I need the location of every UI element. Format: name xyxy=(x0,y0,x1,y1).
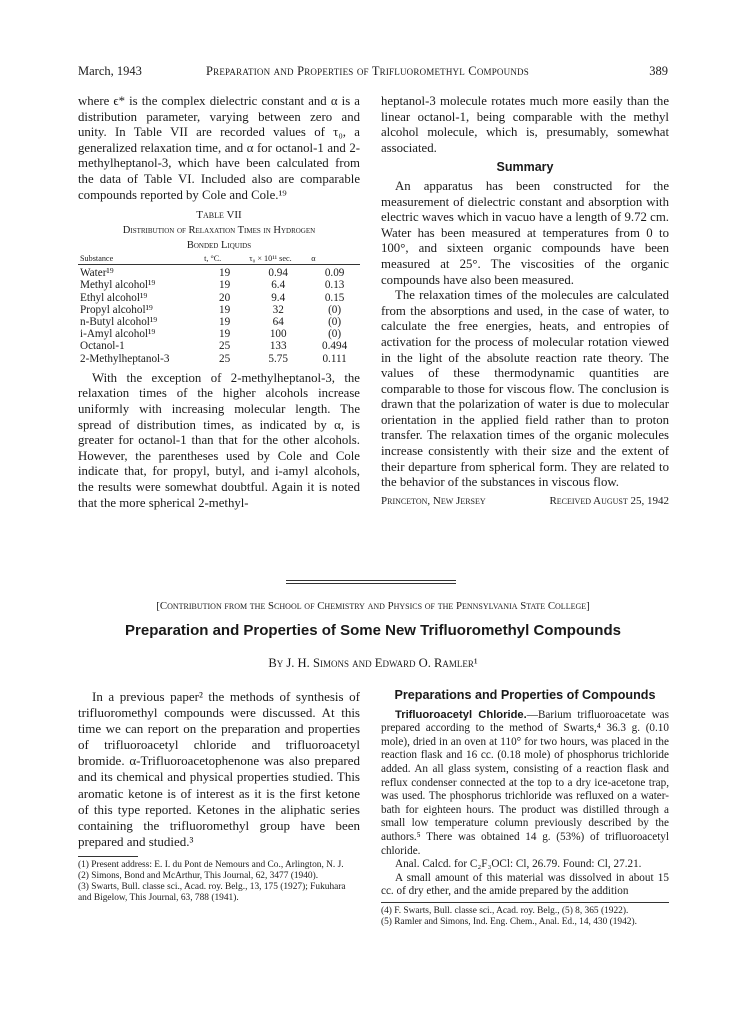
footnote: (3) Swarts, Bull. classe sci., Acad. roy. Belg., 13, 175 (1927); Fukuhara and Bigelow, This Journal, 63, 788 (1941). xyxy=(78,881,346,903)
footnote: (2) Simons, Bond and McArthur, This Journal, 62, 3477 (1940). xyxy=(78,870,319,881)
table-cell: 0.111 xyxy=(322,352,347,365)
table-cell: (0) xyxy=(328,315,342,328)
byline: By J. H. Simons and Edward O. Ramler¹ xyxy=(268,656,478,670)
table-cell: 0.94 xyxy=(268,267,288,280)
right-column xyxy=(381,94,669,509)
table-row xyxy=(78,340,360,352)
paragraph: With the exception of 2-methylheptanol-3, the relaxation times of the higher alcohols increase uniformly with increasing molecular length. The spread of distribution times, as indicated by α, is greater for octanol-1 than that for the other alcohols. However, the parentheses used by Cole and Cole indicate that, for propyl, butyl, and i-amyl alcohols, the results were somewhat doubtful. Again it is noted that the more spherical 2-methyl- xyxy=(78,370,360,510)
paragraph: In a previous paper² the methods of synthesis of trifluoromethyl compounds were discussed. At this time we can report on the preparation and properties of trifluoroacetyl chloride and trifluoroacetyl bromide. α-Trifluoroacetophenone was also prepared and its chemical and physical properties studied. This aromatic ketone is of interest as it is the first ketone of this type reported. Ketones in the aliphatic series containing the trifluoromethyl group have been prepared and studied.³ xyxy=(78,689,360,849)
footnote: (1) Present address: E. I. du Pont de Nemours and Co., Arlington, N. J. xyxy=(78,859,344,870)
summary-paragraph: An apparatus has been constructed for the measurement of dielectric constant and absorption with electric waves which in vacuo have a length of 9.72 cm. Water has been measured at temperatures from 0 to 100°, and sixteen organic compounds have been measured at 25°. The viscosities of the organic compounds have also been measured. xyxy=(381,178,669,287)
table-cell: 19 xyxy=(219,303,231,316)
table-cell: 19 xyxy=(219,279,231,292)
table-cell: Water¹⁹ xyxy=(80,267,114,280)
relaxation-times-table xyxy=(78,254,360,365)
received-date: Received August 25, 1942 xyxy=(549,494,669,507)
running-head-date: March, 1943 xyxy=(78,64,142,78)
column-header: t, °C. xyxy=(202,254,247,265)
paragraph: heptanol-3 molecule rotates much more easily than the linear octanol-1, being comparable with the methyl alcohol molecule, which is, presumably, somewhat associated. xyxy=(381,94,669,155)
table-cell: Propyl alcohol¹⁹ xyxy=(80,303,153,316)
column-header: α xyxy=(309,254,360,265)
table-cell: Methyl alcohol¹⁹ xyxy=(80,279,156,292)
table-cell: (0) xyxy=(328,303,342,316)
table-cell: Ethyl alcohol¹⁹ xyxy=(80,291,148,304)
table-cell: 19 xyxy=(219,315,231,328)
table-row xyxy=(78,353,360,365)
table-cell: 0.15 xyxy=(324,291,345,304)
column-header: Substance xyxy=(78,254,202,265)
summary-heading: Summary xyxy=(496,160,554,175)
article-left-column xyxy=(78,689,360,904)
summary-paragraph: The relaxation times of the molecules are calculated from the absorptions and used, in the case of water, to calculate the free energies, heats, and entropies of activation for the process of molecular rotation viewed in the light of the absolute reaction rate theory. The values of these thermodynamic quantities are comparable to those for viscous flow. The conclusion is drawn that the polarization of water is due to molecular orientation in the applied field rather than to proton transfer. The relaxation times of the organic molecules increase consistently with their size and the extent of their departure from spherical form. They are related to the behavior of the substances in viscous flow. xyxy=(381,288,669,490)
table-cell: 0.13 xyxy=(324,279,345,292)
footnote: (5) Ramler and Simons, Ind. Eng. Chem., Anal. Ed., 14, 430 (1942). xyxy=(381,916,637,927)
running-head xyxy=(78,64,668,80)
paragraph: A small amount of this material was dissolved in about 15 cc. of dry ether, and the amide prepared by the addition xyxy=(381,871,669,898)
section-heading: Preparations and Properties of Compounds xyxy=(394,688,656,702)
table-cell: 64 xyxy=(272,315,284,328)
column-header: τ₀ × 10¹¹ sec. xyxy=(247,254,309,265)
analysis-line: Anal. Calcd. for C₂F₃OCl: Cl, 26.79. Found: Cl, 27.21. xyxy=(395,858,642,871)
running-head-title: Preparation and Properties of Trifluoromethyl Compounds xyxy=(206,64,529,78)
table-cell: 0.09 xyxy=(324,267,345,280)
table-caption-line1: Distribution of Relaxation Times in Hydrogen xyxy=(122,225,316,237)
table-cell: i-Amyl alcohol¹⁹ xyxy=(80,328,156,341)
table-cell: 19 xyxy=(219,267,231,280)
table-cell: Octanol-1 xyxy=(80,340,125,353)
table-cell: 133 xyxy=(269,340,287,353)
signature-line xyxy=(381,494,669,510)
table-cell: 0.494 xyxy=(322,340,348,353)
paragraph-text: —Barium trifluoroacetate was prepared according to the method of Swarts,⁴ 36.3 g. (0.10 mole), dried in an oven at 110° for two hours, was placed in the reaction flask and 16 cc. (0.18 mole) of phosphorus trichloride added. An all glass system, consisting of a reaction flask and reflux condenser connected at the top to a dry ice-acetone trap, was used. The phosphorus trichloride was refluxed on a water-bath for eighteen hours. The product was distilled through a small low temperature column previously described by the authors.⁵ There was obtained 14 g. (53%) of trifluoroacetyl chloride. xyxy=(381,708,669,857)
footnote: (4) F. Swarts, Bull. classe sci., Acad. roy. Belg., (5) 8, 365 (1922). xyxy=(381,905,629,916)
table-cell: 6.4 xyxy=(271,279,286,292)
table-cell: 9.4 xyxy=(271,291,286,304)
table-cell: n-Butyl alcohol¹⁹ xyxy=(80,315,158,328)
page-number: 389 xyxy=(649,64,668,78)
paragraph xyxy=(381,709,669,859)
table-caption-line2: Bonded Liquids xyxy=(186,240,252,252)
table-cell: (0) xyxy=(328,328,342,341)
table-cell: 19 xyxy=(219,328,231,341)
table-cell: 100 xyxy=(269,328,287,341)
paragraph: where ϵ* is the complex dielectric constant and α is a distribution parameter, varying between zero and unity. In Table VII are recorded values of τ₀, a generalized relaxation time, and α for octanol-1 and 2-methylheptanol-3, which have been calculated from the data of Table VI. Included also are comparable compounds reported by Cole and Cole.¹⁹ xyxy=(78,94,360,202)
footnote-rule xyxy=(78,856,138,857)
table-cell: 20 xyxy=(219,291,231,304)
table-cell: 25 xyxy=(219,352,231,365)
table-row xyxy=(78,304,360,316)
table-row xyxy=(78,292,360,304)
table-row xyxy=(78,265,360,280)
table-header-row xyxy=(78,254,360,265)
table-row xyxy=(78,316,360,328)
contribution-line: [Contribution from the School of Chemistry and Physics of the Pennsylvania State College] xyxy=(156,600,590,612)
left-column xyxy=(78,94,360,511)
table-label: Table VII xyxy=(196,209,242,222)
table-row xyxy=(78,328,360,340)
table-cell: 2-Methylheptanol-3 xyxy=(80,352,170,365)
article-divider xyxy=(286,580,456,584)
run-in-heading: Trifluoroacetyl Chloride. xyxy=(395,708,527,721)
article-right-column xyxy=(381,689,669,928)
table-cell: 5.75 xyxy=(268,352,288,365)
table-row xyxy=(78,279,360,291)
footnote-rule xyxy=(381,902,669,903)
table-cell: 25 xyxy=(219,340,231,353)
place: Princeton, New Jersey xyxy=(381,494,486,507)
table-cell: 32 xyxy=(272,303,284,316)
article-title: Preparation and Properties of Some New Trifluoromethyl Compounds xyxy=(125,622,621,639)
